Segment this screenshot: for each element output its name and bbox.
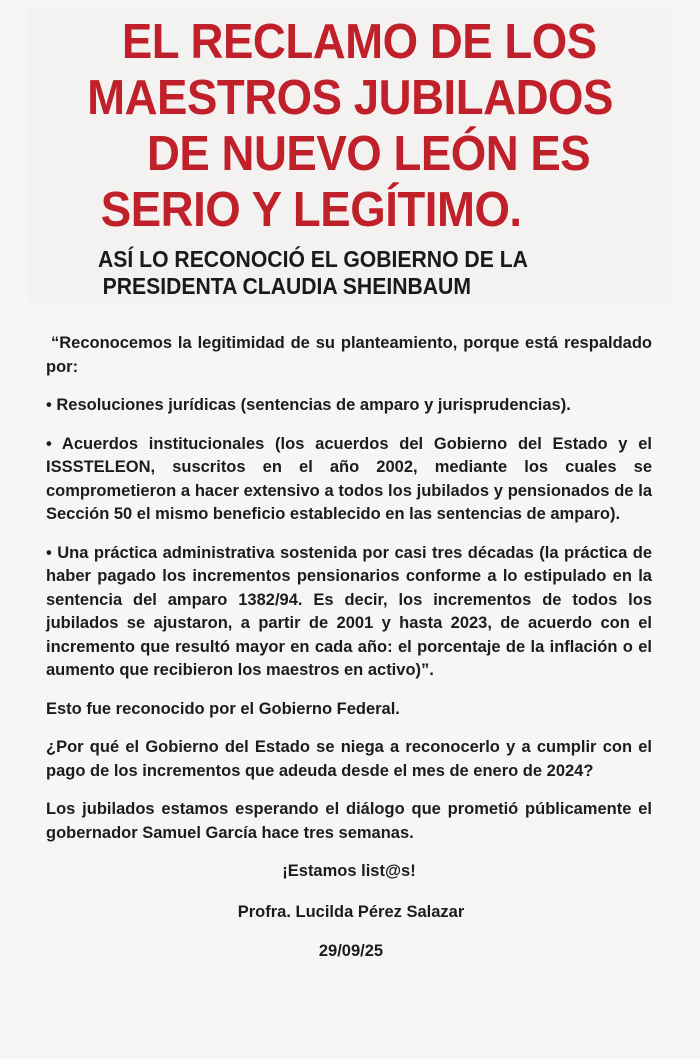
- statement-body: [46, 332, 652, 964]
- subheadline: [98, 246, 632, 300]
- subheadline-line-2: PRESIDENTA CLAUDIA SHEINBAUM: [102, 273, 471, 299]
- headline-line-4: SERIO Y LEGÍTIMO.: [100, 183, 522, 237]
- headline-line-2: MAESTROS JUBILADOS: [87, 71, 613, 125]
- waiting-dialogue-paragraph: Los jubilados estamos esperando el diálogo que prometió públicamente el gobernador Samuel García hace tres semanas.: [46, 800, 652, 842]
- headline: [51, 14, 650, 238]
- closing-exclamation: ¡Estamos list@s!: [282, 862, 416, 880]
- quote-intro-paragraph: “Reconocemos la legitimidad de su planteamiento, porque está respaldado por:: [46, 334, 652, 376]
- bullet-administrative-practice: • Una práctica administrativa sostenida por casi tres décadas (la práctica de haber pagado los incrementos pensionarios conforme a lo estipulado en la sentencia del amparo 1382/94. Es decir, los incrementos de todos los jubilados se ajustaron, a partir de 2001 y hasta 2023, de acuerdo con el incremento que resultó mayor en cada año: el porcentaje de la inflación o el aumento que recibieron los maestros en activo)”.: [46, 543, 652, 679]
- federal-recognition-paragraph: Esto fue reconocido por el Gobierno Federal.: [46, 699, 400, 718]
- date: 29/09/25: [318, 942, 384, 960]
- subheadline-line-1: ASÍ LO RECONOCIÓ EL GOBIERNO DE LA: [98, 246, 528, 272]
- signature: Profra. Lucilda Pérez Salazar: [237, 902, 465, 921]
- headline-line-1: EL RECLAMO DE LOS: [121, 15, 597, 69]
- bullet-legal-resolutions: • Resoluciones jurídicas (sentencias de amparo y jurisprudencias).: [46, 396, 571, 414]
- header-banner: [28, 8, 672, 303]
- question-paragraph: ¿Por qué el Gobierno del Estado se niega a reconocerlo y a cumplir con el pago de los incrementos que adeuda desde el mes de enero de 2024?: [46, 738, 652, 780]
- bullet-institutional-agreements: • Acuerdos institucionales (los acuerdos del Gobierno del Estado y el ISSSTELEON, suscritos en el año 2002, mediante los cuales se comprometieron a hacer extensivo a todos los jubilados y pensionados de la Sección 50 el mismo beneficio establecido en las sentencias de amparo).: [46, 434, 652, 523]
- headline-line-3: DE NUEVO LEÓN ES: [146, 127, 591, 181]
